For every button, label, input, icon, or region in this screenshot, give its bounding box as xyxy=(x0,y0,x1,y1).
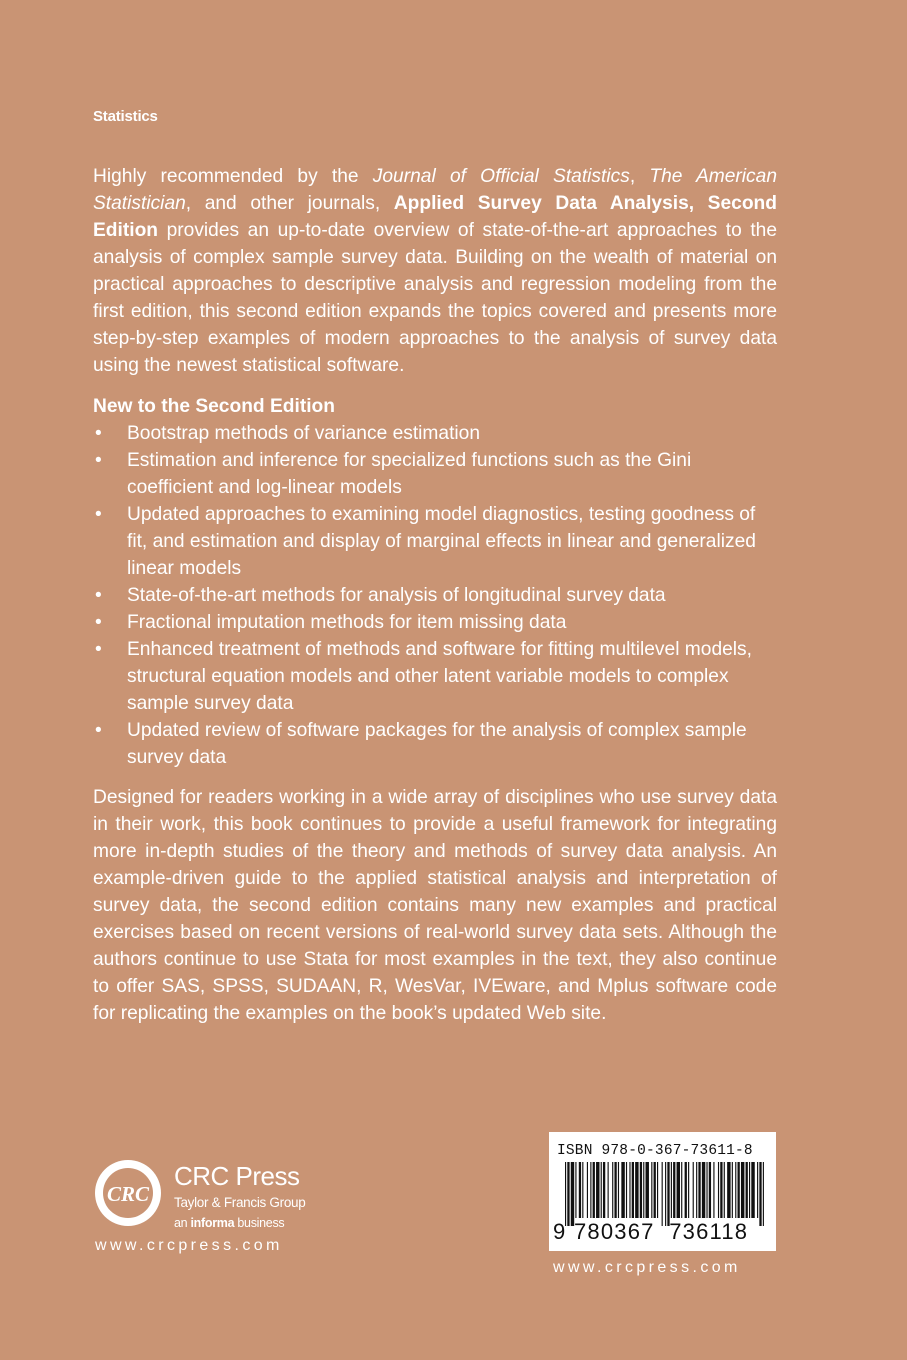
publisher-group: Taylor & Francis Group xyxy=(174,1195,306,1210)
barcode-bar xyxy=(654,1162,656,1218)
barcode-bar xyxy=(646,1162,649,1218)
barcode-bar xyxy=(738,1162,740,1218)
barcode-bar xyxy=(698,1162,700,1218)
barcode-bar xyxy=(657,1162,658,1218)
new-edition-heading: New to the Second Edition xyxy=(93,396,335,417)
barcode-bar xyxy=(709,1162,711,1218)
journal-name: The American Statistician xyxy=(93,166,777,214)
isbn-barcode xyxy=(549,1132,776,1251)
barcode-bar xyxy=(746,1162,748,1218)
barcode-bar xyxy=(718,1162,719,1218)
barcode-bar xyxy=(567,1162,569,1226)
barcode-bar xyxy=(671,1162,672,1218)
barcode-bar xyxy=(713,1162,714,1218)
journal-name: Journal of Official Statistics xyxy=(372,166,630,187)
barcode-bar xyxy=(757,1162,758,1218)
barcode-bar xyxy=(582,1162,583,1218)
intro-paragraph: Highly recommended by the Journal of Official Statistics, The American Statistician, and other journals, Applied Survey Data Analysis, Second Edition provides an up-to-date overview of state-of-the-art approaches to the analysis of complex sample survey data. Building on the wealth of material on practical approaches to descriptive analysis and regression modeling from the first edition, this second edition expands the topics covered and presents more step-by-step examples of modern approaches to the analysis of survey data using the newest statistical software. xyxy=(93,166,777,376)
barcode-bar xyxy=(681,1162,682,1218)
barcode-bar xyxy=(741,1162,744,1218)
barcode-bar xyxy=(571,1162,574,1226)
barcode-bar xyxy=(693,1162,694,1218)
list-item: • Estimation and inference for specialized functions such as the Gini coefficient and log-linear models xyxy=(93,447,777,501)
publisher-business: an informa business xyxy=(174,1216,285,1230)
barcode-bar xyxy=(685,1162,687,1218)
publisher-url: www.crcpress.com xyxy=(95,1237,283,1254)
barcode-bar xyxy=(593,1162,595,1218)
barcode-bar xyxy=(749,1162,750,1218)
barcode-bar xyxy=(608,1162,609,1218)
barcode-bar xyxy=(640,1162,642,1218)
list-item: • State-of-the-art methods for analysis of longitudinal survey data xyxy=(93,582,777,609)
crc-logo-text: CRC xyxy=(106,1182,150,1206)
barcode-bar xyxy=(618,1162,619,1218)
barcode-bar xyxy=(635,1162,638,1218)
barcode-bar xyxy=(601,1162,602,1218)
barcode-bar xyxy=(662,1162,663,1226)
barcode-bar xyxy=(629,1162,630,1218)
barcode-bar xyxy=(626,1162,627,1218)
barcode-bar xyxy=(587,1162,588,1218)
barcode-bar xyxy=(621,1162,624,1218)
barcode-bar xyxy=(696,1162,697,1218)
book-title: Applied Survey Data Analysis, Second Edition xyxy=(93,193,777,241)
barcode-digits: 780367 736118 xyxy=(574,1219,749,1244)
barcode-bar xyxy=(706,1162,707,1218)
barcode-bar xyxy=(643,1162,644,1218)
barcode-bar xyxy=(763,1162,764,1226)
barcode-bar xyxy=(667,1162,669,1226)
category-label: Statistics xyxy=(93,108,158,125)
barcode-bars-icon xyxy=(565,1162,765,1226)
list-item: • Updated approaches to examining model diagnostics, testing goodness of fit, and estimation and display of marginal effects in linear and generalized linear models xyxy=(93,501,777,582)
description-paragraph: Designed for readers working in a wide array of disciplines who use survey data in their work, this book continues to provide a useful framework for integrating more in-depth studies of the theory and methods of survey data analysis. An example-driven guide to the applied statistical analysis and interpretation of survey data, the second edition contains many new examples and practical exercises based on recent versions of real-world survey data sets. Although the authors continue to use Stata for most examples in the text, they also continue to offer SAS, SPSS, SUDAAN, R, WesVar, IVEware, and Mplus software code for replicating the examples on the book’s updated Web site. xyxy=(93,787,777,1024)
list-item: • Fractional imputation methods for item missing data xyxy=(93,609,777,636)
barcode-bar xyxy=(751,1162,754,1218)
list-item: • Enhanced treatment of methods and software for fitting multilevel models, structural equation models and other latent variable models to complex sample survey data xyxy=(93,636,777,717)
barcode-bar xyxy=(673,1162,675,1218)
barcode-bar xyxy=(720,1162,722,1218)
barcode-bar xyxy=(614,1162,616,1218)
barcode-bar xyxy=(603,1162,605,1218)
bottom-url: www.crcpress.com xyxy=(553,1259,741,1276)
barcode-bar xyxy=(651,1162,652,1218)
barcode-bar xyxy=(732,1162,733,1218)
list-item: • Bootstrap methods of variance estimation xyxy=(93,420,777,447)
barcode-digit-first: 9 xyxy=(553,1219,566,1244)
new-edition-list xyxy=(93,420,777,771)
barcode-bar xyxy=(688,1162,689,1218)
barcode-bar xyxy=(596,1162,599,1218)
publisher-name: CRC Press xyxy=(174,1161,300,1191)
barcode-bar xyxy=(575,1162,576,1218)
barcode-bar xyxy=(677,1162,680,1218)
barcode-bar xyxy=(724,1162,725,1218)
barcode-bar xyxy=(590,1162,591,1218)
barcode-bar xyxy=(759,1162,761,1226)
barcode-bar xyxy=(632,1162,634,1218)
isbn-label: ISBN 978-0-367-73611-8 xyxy=(557,1143,753,1159)
crc-logo-icon xyxy=(93,1158,163,1228)
publisher-block xyxy=(93,1158,333,1260)
list-item: • Updated review of software packages for the analysis of complex sample survey data xyxy=(93,717,777,771)
barcode-bar xyxy=(565,1162,566,1226)
barcode-bar xyxy=(727,1162,730,1218)
barcode-bar xyxy=(665,1162,666,1226)
barcode-bar xyxy=(612,1162,613,1218)
barcode-bar xyxy=(735,1162,736,1218)
barcode-bar xyxy=(702,1162,705,1218)
barcode-bar xyxy=(579,1162,581,1218)
